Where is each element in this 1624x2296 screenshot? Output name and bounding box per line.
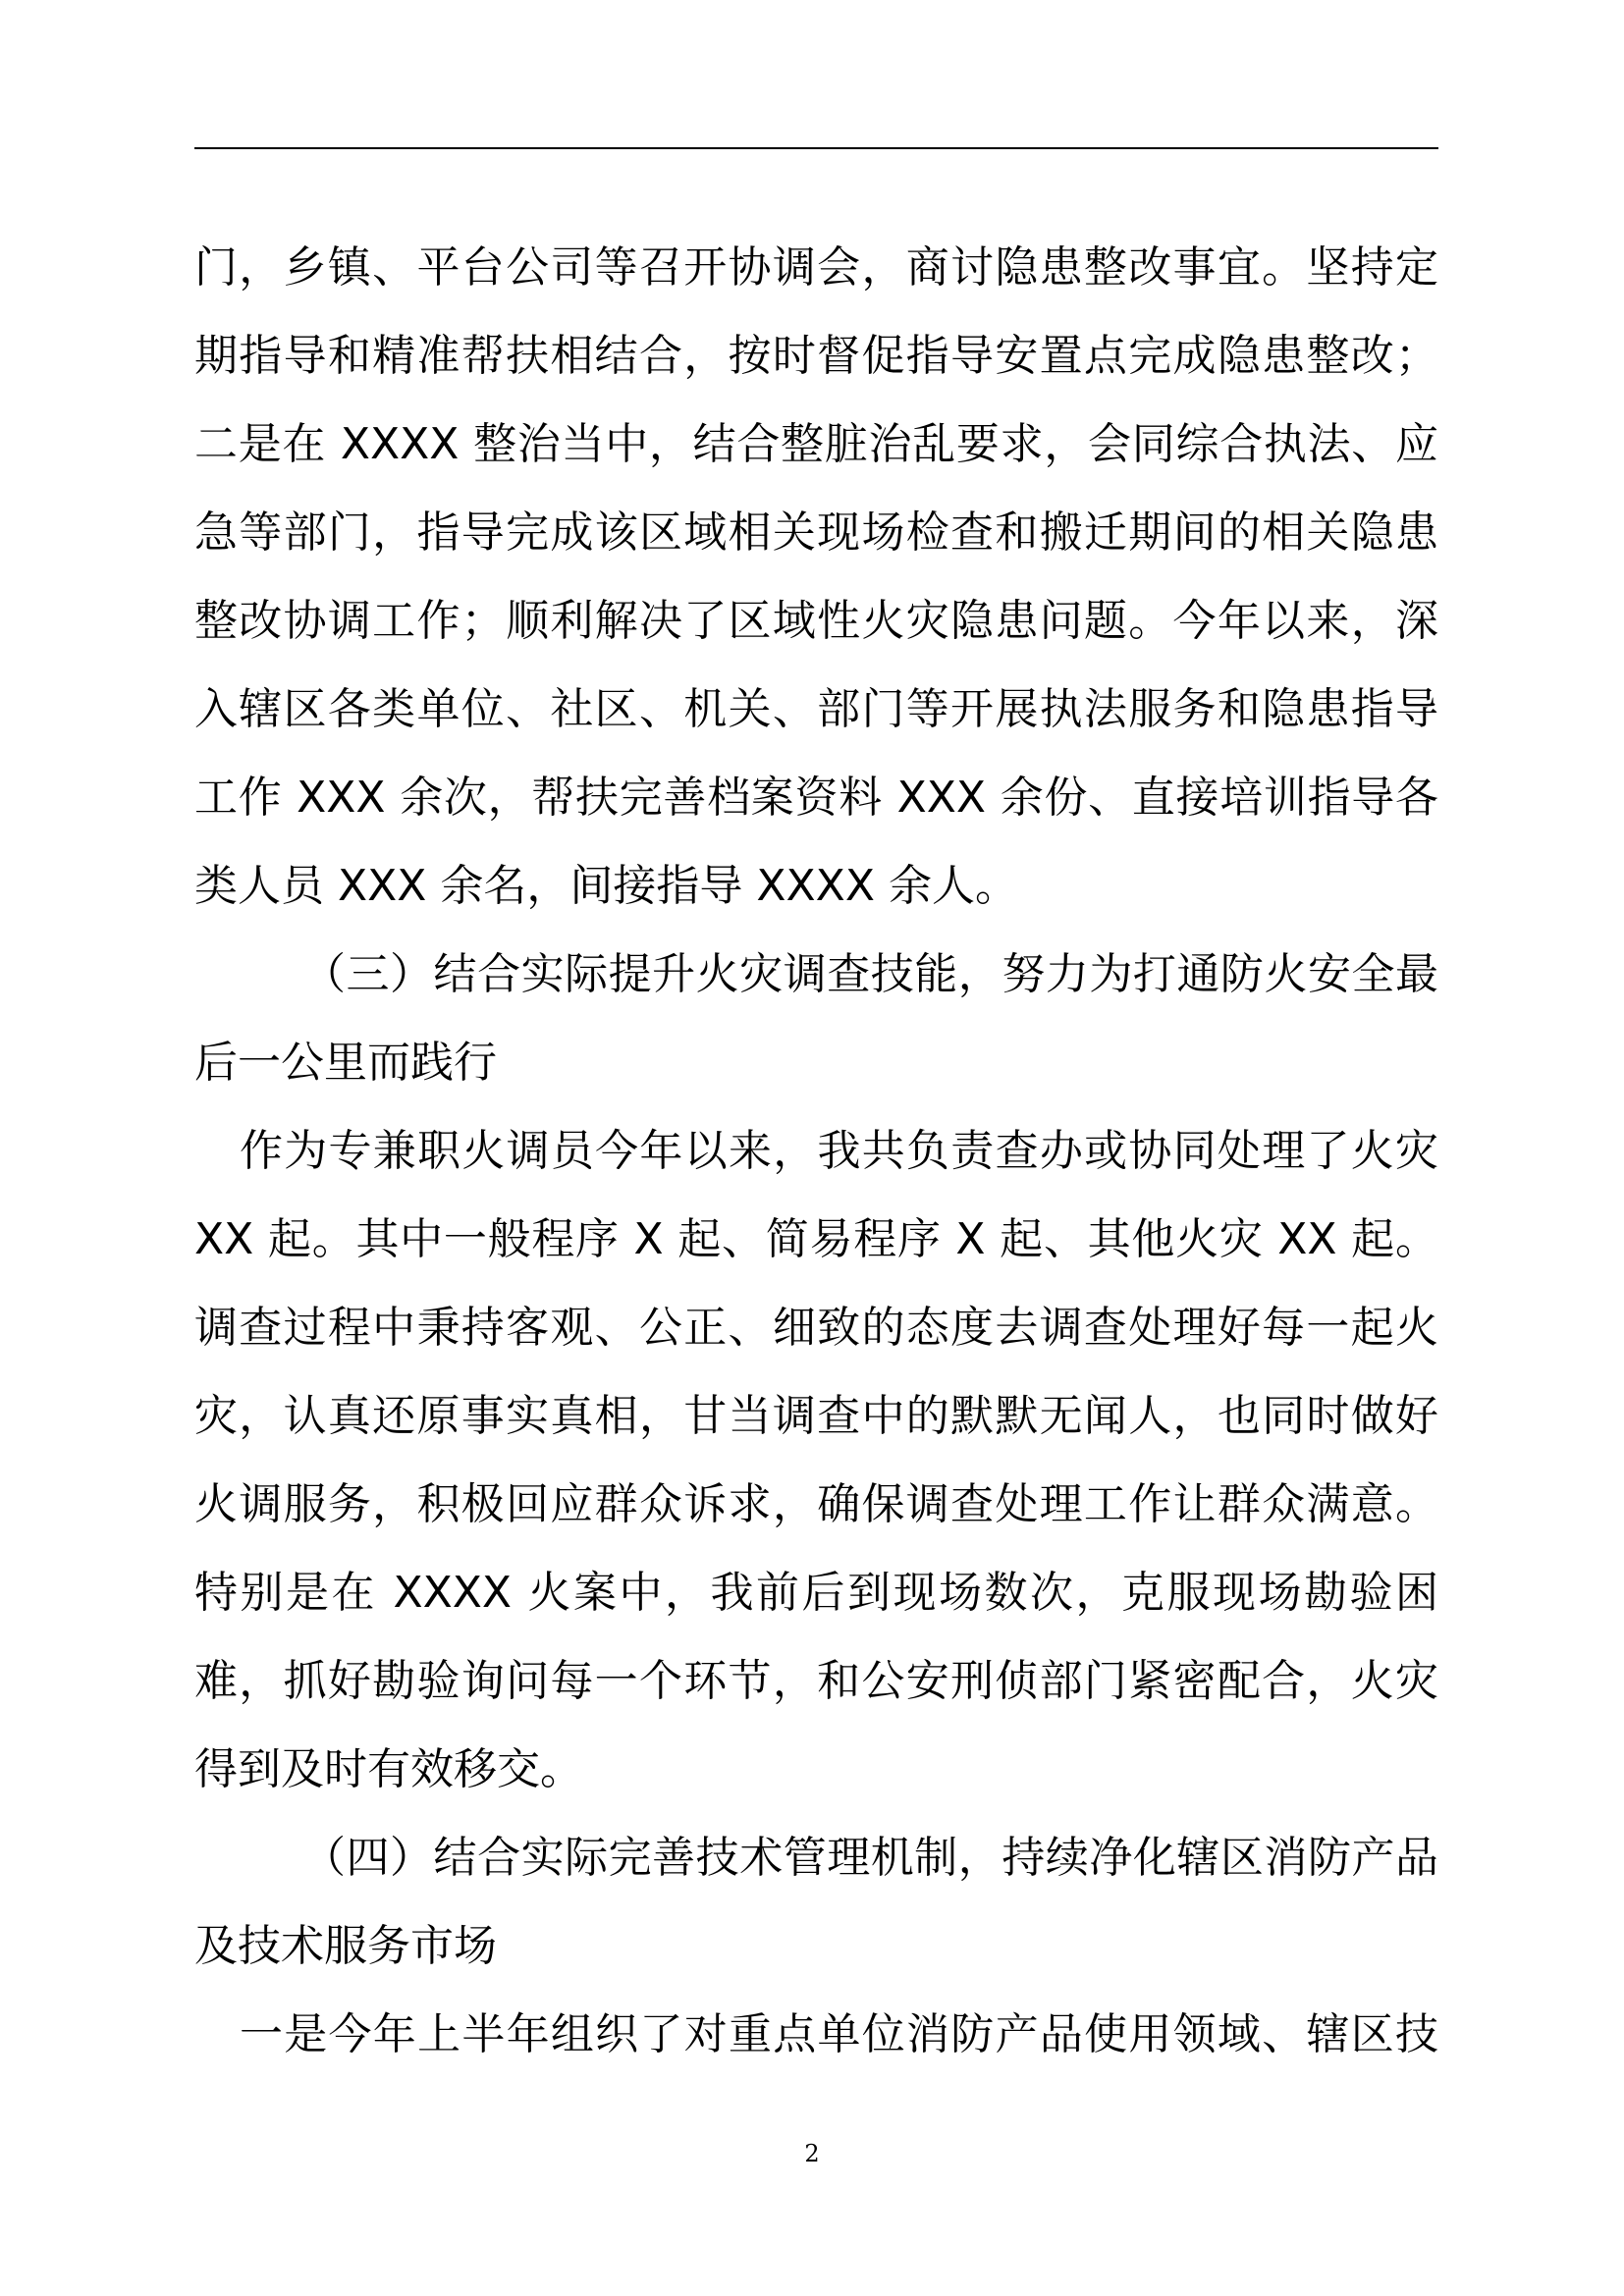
section-heading-line: 及技术服务市场 xyxy=(194,1921,497,1971)
text-line: 特别是在 XXXX 火案中，我前后到现场数次，克服现场勘验困 xyxy=(194,1568,1438,1618)
text-line: 灾，认真还原事实真相，甘当调查中的默默无闻人，也同时做好 xyxy=(194,1391,1438,1441)
text-line: 急等部门，指导完成该区域相关现场检查和搬迁期间的相关隐患 xyxy=(194,507,1438,558)
text-line: XX 起。其中一般程序 X 起、简易程序 X 起、其他火灾 XX 起。 xyxy=(194,1214,1438,1264)
text-line: 二是在 XXXX 整治当中，结合整脏治乱要求，会同综合执法、应 xyxy=(194,419,1438,469)
text-line: 整改协调工作；顺利解决了区域性火灾隐患问题。今年以来，深 xyxy=(194,596,1438,646)
text-line: 入辖区各类单位、社区、机关、部门等开展执法服务和隐患指导 xyxy=(194,684,1438,734)
section-heading-line: （四）结合实际完善技术管理机制，持续净化辖区消防产品 xyxy=(302,1833,1438,1883)
text-line: 期指导和精准帮扶相结合，按时督促指导安置点完成隐患整改； xyxy=(194,331,1438,381)
body-text xyxy=(194,224,1438,2079)
section-heading-line: 后一公里而践行 xyxy=(194,1038,497,1088)
text-line: 作为专兼职火调员今年以来，我共负责查办或协同处理了火灾 xyxy=(240,1126,1438,1176)
section-heading-line: （三）结合实际提升火灾调查技能，努力为打通防火安全最 xyxy=(302,949,1438,999)
text-line: 一是今年上半年组织了对重点单位消防产品使用领域、辖区技 xyxy=(240,2009,1438,2059)
page-number: 2 xyxy=(804,2140,820,2167)
text-line: 得到及时有效移交。 xyxy=(194,1744,583,1794)
text-line: 门，乡镇、平台公司等召开协调会，商讨隐患整改事宜。坚持定 xyxy=(194,242,1438,293)
header-rule xyxy=(194,147,1438,149)
text-line: 难，抓好勘验询问每一个环节，和公安刑侦部门紧密配合，火灾 xyxy=(194,1656,1438,1706)
text-line: 调查过程中秉持客观、公正、细致的态度去调查处理好每一起火 xyxy=(194,1303,1438,1353)
text-line: 类人员 XXX 余名，间接指导 XXXX 余人。 xyxy=(194,861,1018,911)
text-line: 工作 XXX 余次，帮扶完善档案资料 XXX 余份、直接培训指导各 xyxy=(194,773,1438,823)
text-line: 火调服务，积极回应群众诉求，确保调查处理工作让群众满意。 xyxy=(194,1479,1438,1529)
